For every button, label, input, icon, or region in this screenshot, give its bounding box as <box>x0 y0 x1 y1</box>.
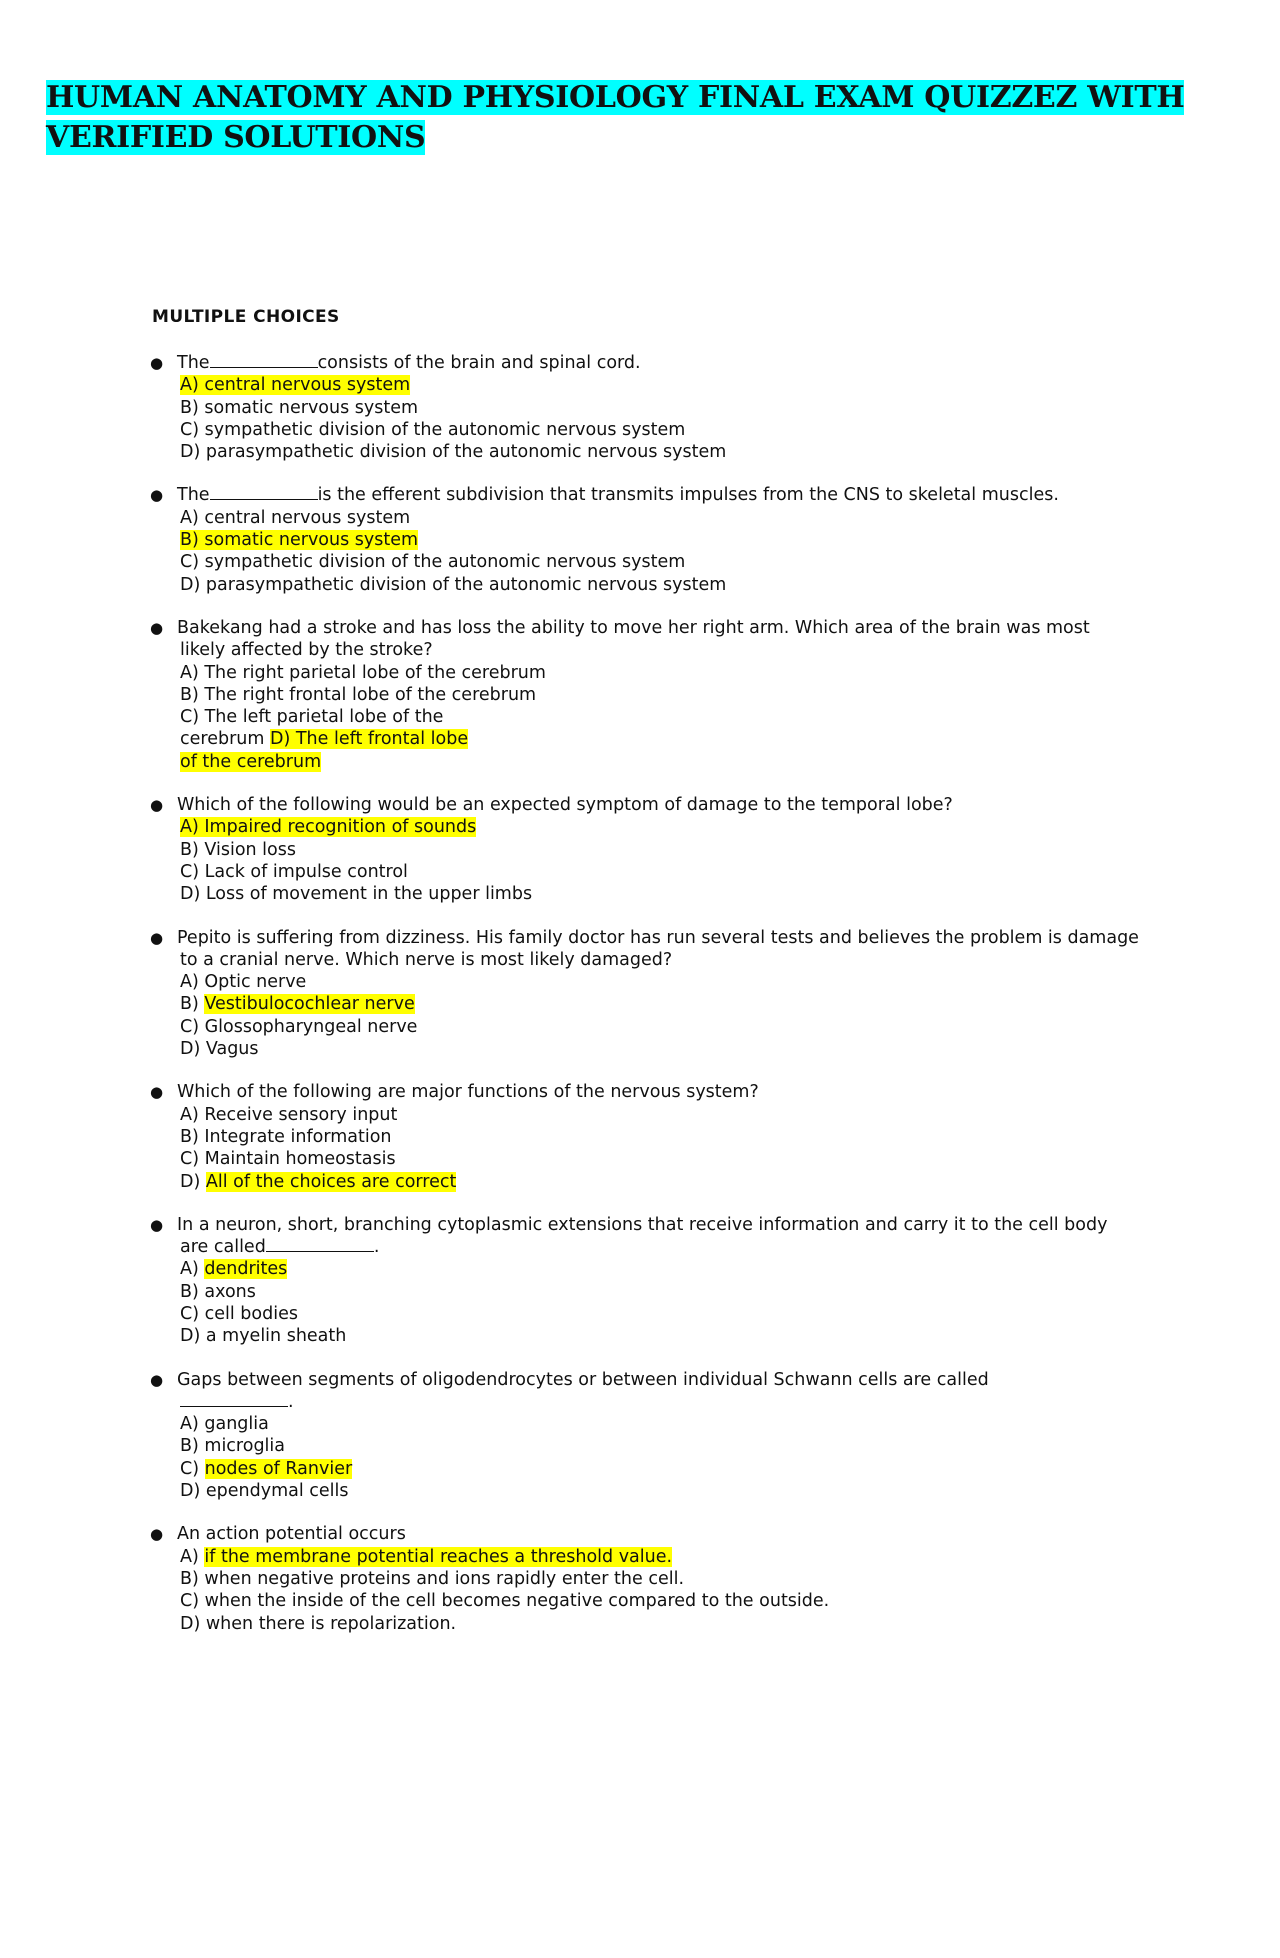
option-b: B) Vision loss <box>180 839 296 860</box>
bullet-icon: ● <box>150 928 164 947</box>
option-a: A) Receive sensory input <box>180 1104 398 1125</box>
stem-text: . <box>288 1391 294 1412</box>
answer-blank <box>210 484 318 500</box>
option-c: C) cell bodies <box>180 1303 298 1324</box>
option-c: C) Lack of impulse control <box>180 861 408 882</box>
correct-answer: dendrites <box>204 1259 288 1280</box>
bullet-icon: ● <box>150 1370 164 1389</box>
question-item <box>150 617 1150 773</box>
bullet-icon: ● <box>150 796 164 815</box>
question-item <box>150 352 1150 463</box>
option-d: D) ependymal cells <box>180 1481 349 1502</box>
correct-answer: B) somatic nervous system <box>180 530 419 551</box>
option-b: B) axons <box>180 1281 256 1302</box>
question-stem <box>177 352 1140 374</box>
section-heading: MULTIPLE CHOICES <box>152 307 340 327</box>
option-d: D) a myelin sheath <box>180 1326 347 1347</box>
bullet-icon: ● <box>150 618 164 637</box>
stem-text: In a neuron, short, branching cytoplasmic extensions that receive information and carry it to the cell body are called <box>177 1214 1108 1258</box>
option-c: C) The left parietal lobe of the cerebrum <box>180 707 444 750</box>
option-b: B) The right frontal lobe of the cerebrum <box>180 684 537 705</box>
correct-answer: All of the choices are correct <box>205 1171 457 1192</box>
question-stem: Bakekang had a stroke and has loss the ability to move her right arm. Which area of the brain was most likely affected by the stroke? <box>177 617 1090 661</box>
option-d: D) Vagus <box>180 1039 259 1060</box>
question-item <box>150 1081 1150 1192</box>
correct-answer: A) central nervous system <box>180 375 411 396</box>
answer-blank <box>266 1236 374 1252</box>
option-d <box>177 1171 1150 1193</box>
option-letter: D) <box>180 1171 201 1192</box>
option-a <box>177 374 1150 396</box>
option-b <box>177 529 1150 551</box>
stem-text: Gaps between segments of oligodendrocytes or between individual Schwann cells are called <box>177 1369 989 1390</box>
correct-answer: nodes of Ranvier <box>204 1458 353 1479</box>
option-b: B) when negative proteins and ions rapidly enter the cell. <box>180 1568 685 1589</box>
question-stem <box>177 1214 1140 1259</box>
option-c: C) Maintain homeostasis <box>180 1149 396 1170</box>
question-stem <box>177 1369 1140 1414</box>
question-stem: An action potential occurs <box>177 1524 406 1545</box>
option-letter: B) <box>180 994 199 1015</box>
option-letter: A) <box>180 1546 199 1567</box>
question-list <box>150 352 1150 1656</box>
option-d: D) Loss of movement in the upper limbs <box>180 884 533 905</box>
option-b <box>177 993 1150 1015</box>
option-c: C) Glossopharyngeal nerve <box>180 1016 418 1037</box>
stem-text: . <box>373 1237 380 1258</box>
option-a: A) central nervous system <box>180 507 411 528</box>
option-a <box>177 816 1150 838</box>
option-b: B) microglia <box>180 1436 285 1457</box>
bullet-icon: ● <box>150 486 164 505</box>
stem-text: The <box>177 485 210 506</box>
option-a: A) ganglia <box>180 1414 269 1435</box>
bullet-icon: ● <box>150 1215 164 1234</box>
bullet-icon: ● <box>150 354 164 372</box>
option-letter: A) <box>180 1259 199 1280</box>
question-stem: Pepito is suffering from dizziness. His family doctor has run several tests and believes the problem is damage to a cranial nerve. Which nerve is most likely damaged? <box>177 927 1139 970</box>
option-a: A) Optic nerve <box>180 972 307 993</box>
option-c <box>177 1458 1150 1480</box>
option-c: C) when the inside of the cell becomes negative compared to the outside. <box>180 1591 830 1612</box>
option-a <box>177 1258 1150 1280</box>
answer-blank <box>180 1391 288 1407</box>
option-d: D) when there is repolarization. <box>180 1613 457 1634</box>
option-letter: C) <box>180 1458 200 1479</box>
correct-answer: if the membrane potential reaches a threshold value. <box>204 1546 673 1567</box>
question-item <box>150 794 1150 905</box>
page-title <box>46 78 1246 158</box>
question-stem <box>177 484 1140 506</box>
question-stem: Which of the following are major functions of the nervous system? <box>177 1082 759 1103</box>
question-item <box>150 1214 1150 1348</box>
option-a: A) The right parietal lobe of the cerebrum <box>180 662 546 683</box>
option-c: C) sympathetic division of the autonomic nervous system <box>180 552 686 573</box>
option-d: D) parasympathetic division of the autonomic nervous system <box>180 574 727 595</box>
answer-blank <box>210 352 318 368</box>
correct-answer: D) The left frontal lobe of the cerebrum <box>180 729 469 772</box>
question-item <box>150 484 1150 595</box>
stem-text: The <box>177 353 210 373</box>
option-b: B) somatic nervous system <box>180 397 419 418</box>
bullet-icon: ● <box>150 1083 164 1102</box>
stem-text: is the efferent subdivision that transmits impulses from the CNS to skeletal muscles. <box>317 485 1059 506</box>
option-c: C) sympathetic division of the autonomic nervous system <box>180 419 686 440</box>
question-item <box>150 1523 1150 1634</box>
option-b: B) Integrate information <box>180 1126 392 1147</box>
stem-text: consists of the brain and spinal cord. <box>317 353 641 373</box>
page-title-text: HUMAN ANATOMY AND PHYSIOLOGY FINAL EXAM QUIZZEZ WITH VERIFIED SOLUTIONS <box>46 80 1185 155</box>
correct-answer: A) Impaired recognition of sounds <box>180 817 477 838</box>
question-item <box>150 927 1150 1061</box>
question-stem: Which of the following would be an expected symptom of damage to the temporal lobe? <box>177 795 953 816</box>
option-c-d-wrap <box>177 706 480 773</box>
option-a <box>177 1546 1150 1568</box>
question-item <box>150 1369 1150 1503</box>
option-d: D) parasympathetic division of the autonomic nervous system <box>180 442 727 463</box>
bullet-icon: ● <box>150 1525 164 1544</box>
correct-answer: Vestibulocochlear nerve <box>204 994 415 1015</box>
